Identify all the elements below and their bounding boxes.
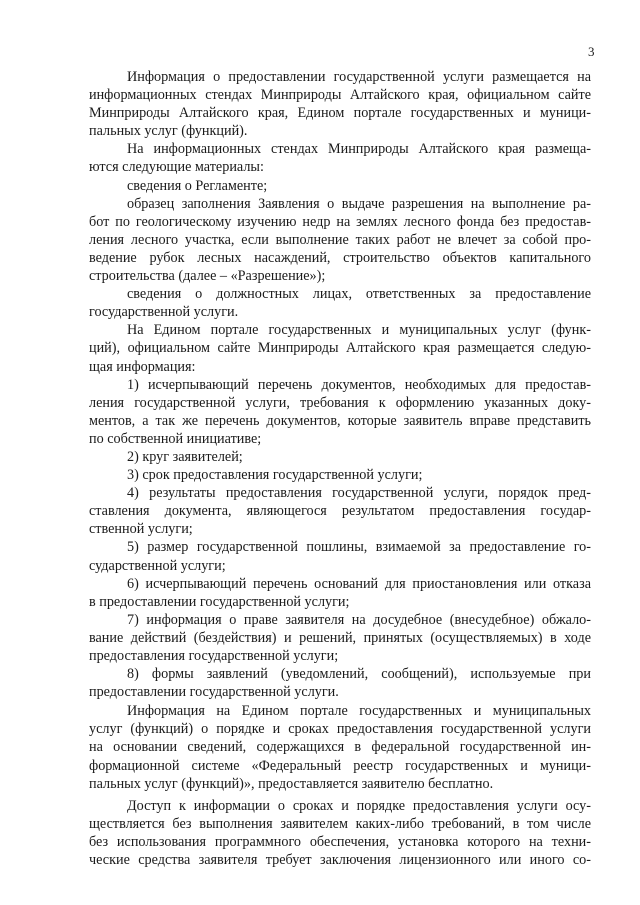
paragraph: [89, 140, 591, 176]
text-line: ций), официальном сайте Минприроды Алтайского края размещается следую-: [89, 340, 591, 357]
text-line: по собственной инициативе;: [89, 430, 262, 447]
text-line: предоставлении государственной услуги.: [89, 684, 339, 701]
text-line: ществляется без выполнения заявителем каких-либо требований, в том числе: [89, 815, 591, 832]
text-line: образец заполнения Заявления о выдаче разрешения на выполнение ра-: [127, 195, 591, 212]
text-line: формационной системе «Федеральный реестр государственных и муници-: [89, 757, 591, 774]
text-line: ются следующие материалы:: [89, 159, 264, 176]
text-line: пальных услуг (функций).: [89, 123, 248, 140]
text-line: Информация о предоставлении государственной услуги размещается на: [127, 69, 591, 85]
text-line: в предоставлении государственной услуги;: [89, 593, 350, 610]
text-line: ческие средства заявителя требует заключения лицензионного или иного со-: [89, 852, 591, 869]
paragraph: [89, 466, 591, 484]
text-line: предоставления государственной услуги;: [89, 648, 339, 664]
text-line: сведения о Регламенте;: [127, 177, 268, 194]
text-line: 1) исчерпывающий перечень документов, необходимых для предостав-: [127, 376, 591, 393]
text-line: 4) результаты предоставления государственной услуги, порядок пред-: [127, 485, 591, 502]
text-line: На информационных стендах Минприроды Алтайского края размеща-: [127, 141, 591, 158]
text-line: ственной услуги;: [89, 521, 193, 538]
paragraph: [89, 195, 591, 285]
paragraph: [89, 665, 591, 701]
paragraph: [89, 448, 591, 466]
text-line: ления лесного участка, если выполнение таких работ не влечет за собой про-: [89, 231, 591, 248]
text-line: сударственной услуги;: [89, 557, 226, 574]
text-line: ментов, а так же перечень документов, которые заявитель вправе представить: [89, 412, 591, 429]
text-line: ления государственной услуги, требования к оформлению указанных доку-: [89, 394, 591, 411]
paragraph: [89, 177, 591, 195]
text-line: пальных услуг (функций)», предоставляется заявителю бесплатно.: [89, 775, 494, 792]
paragraph: [89, 702, 591, 792]
text-line: ставления документа, являющегося результатом предоставления государ-: [89, 503, 591, 520]
text-line: На Едином портале государственных и муниципальных услуг (функ-: [127, 322, 591, 339]
text-line: государственной услуги.: [89, 304, 239, 321]
paragraph: [89, 611, 591, 665]
text-line: услуг (функций) о порядке и сроках предоставления государственной услуги: [89, 721, 591, 738]
page-number: 3: [588, 44, 595, 59]
paragraph: [89, 285, 591, 321]
text-line: строительства (далее – «Разрешение»);: [89, 268, 326, 285]
paragraph: [89, 376, 591, 448]
paragraph: [89, 484, 591, 538]
text-line: бот по геологическому изучению недр на землях лесного фонда без предостав-: [89, 213, 591, 230]
text-line: без использования программного обеспечения, установка которого на техни-: [89, 833, 591, 850]
text-line: информационных стендах Минприроды Алтайского края, официальном сайте: [89, 87, 591, 104]
document-body: [89, 68, 591, 869]
text-line: 8) формы заявлений (уведомлений, сообщений), используемые при: [127, 666, 591, 683]
text-line: 7) информация о праве заявителя на досудебное (внесудебное) обжало-: [127, 611, 591, 628]
text-line: Минприроды Алтайского края, Едином портале государственных и муници-: [89, 105, 591, 122]
text-line: Информация на Едином портале государственных и муниципальных: [127, 703, 591, 720]
text-line: 5) размер государственной пошлины, взимаемой за предоставление го-: [127, 539, 591, 556]
paragraph: [89, 68, 591, 140]
text-line: щая информация:: [89, 358, 196, 375]
text-line: сведения о должностных лицах, ответственных за предоставление: [127, 286, 591, 303]
paragraph: [89, 538, 591, 574]
text-line: 6) исчерпывающий перечень оснований для приостановления или отказа: [127, 575, 591, 592]
paragraph: [89, 321, 591, 375]
paragraph: [89, 797, 591, 869]
paragraph: [89, 575, 591, 611]
text-line: 2) круг заявителей;: [127, 448, 243, 465]
text-line: ведение рубок лесных насаждений, строительство объектов капитального: [89, 249, 591, 266]
text-line: на основании сведений, содержащихся в федеральной государственной ин-: [89, 739, 591, 756]
text-line: 3) срок предоставления государственной услуги;: [127, 467, 423, 484]
text-line: вание действий (бездействия) и решений, принятых (осуществляемых) в ходе: [89, 629, 591, 646]
text-line: Доступ к информации о сроках и порядке предоставления услуги осу-: [127, 797, 591, 814]
